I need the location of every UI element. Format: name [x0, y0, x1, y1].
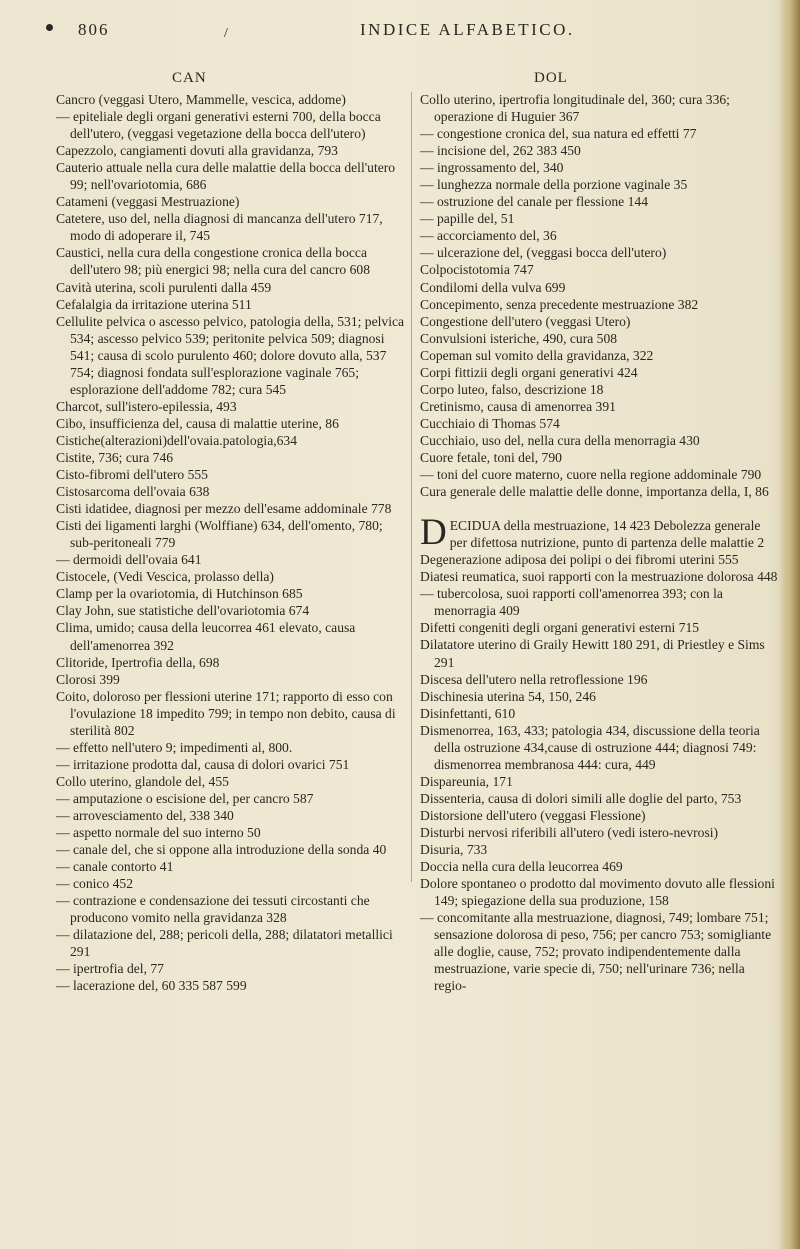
index-entry: Cucchiaio, uso del, nella cura della menorragia 430: [420, 432, 700, 448]
index-entry: Clay John, sue statistiche dell'ovariotomia 674: [56, 603, 310, 619]
page-edge: [778, 0, 800, 1249]
index-entry: — amputazione o escisione del, per cancro 587: [56, 790, 314, 806]
index-entry: Capezzolo, cangiamenti dovuti alla gravidanza, 793: [56, 143, 338, 159]
index-entry: — aspetto normale del suo interno 50: [56, 825, 261, 841]
index-entry: Dissenteria, causa di dolori simili alle doglie del parto, 753: [420, 790, 742, 806]
index-entry: Dismenorrea, 163, 433; patologia 434, discussione della teoria della ostruzione 434,cause di ostruzione 444; diagnosi 749: dismenorrea membranosa 444: cura, 449: [420, 722, 760, 772]
index-entry: — conico 452: [56, 876, 134, 892]
index-entry: Disinfettanti, 610: [420, 705, 516, 721]
index-entry: Cisto-fibromi dell'utero 555: [56, 467, 208, 483]
right-column: [420, 91, 778, 994]
index-entry: — contrazione e condensazione dei tessuti circostanti che producono vomito nella gravidanza 328: [56, 893, 370, 926]
index-entry: — ulcerazione del, (veggasi bocca dell'utero): [420, 245, 667, 261]
index-entry: Corpo luteo, falso, descrizione 18: [420, 381, 604, 397]
index-entry: Clorosi 399: [56, 671, 120, 687]
index-entry: Cefalalgia da irritazione uterina 511: [56, 296, 252, 312]
index-entry: — lunghezza normale della porzione vaginale 35: [420, 177, 688, 193]
index-entry: Catetere, uso del, nella diagnosi di mancanza dell'utero 717, modo di adoperare il, 745: [56, 211, 383, 244]
index-entry: — accorciamento del, 36: [420, 228, 557, 244]
index-entry: Caustici, nella cura della congestione cronica della bocca dell'utero 98; più energici 98; nella cura del cancro 608: [56, 245, 371, 278]
index-entry: — ipertrofia del, 77: [56, 961, 164, 977]
index-entry: Cistite, 736; cura 746: [56, 449, 174, 465]
index-entry: Discesa dell'utero nella retroflessione 196: [420, 671, 648, 687]
index-entry: Dolore spontaneo o prodotto dal movimento dovuto alle flessioni 149; spiegazione della sua produzione, 158: [420, 876, 775, 909]
index-entry: Congestione dell'utero (veggasi Utero): [420, 313, 631, 329]
index-entry: — irritazione prodotta dal, causa di dolori ovarici 751: [56, 756, 350, 772]
drop-cap-letter: D: [420, 512, 447, 554]
index-entry: Coito, doloroso per flessioni uterine 171; rapporto di esso con l'ovulazione 18 impedito 799; in tempo non debito, causa di sterilità 802: [56, 688, 396, 738]
index-entry: Charcot, sull'istero-epilessia, 493: [56, 398, 237, 414]
index-entry: Concepimento, senza precedente mestruazione 382: [420, 296, 699, 312]
index-entry: Cura generale delle malattie delle donne, importanza della, I, 86: [420, 484, 769, 500]
index-entry: Dischinesia uterina 54, 150, 246: [420, 688, 596, 704]
index-entry: Colpocistotomia 747: [420, 262, 534, 278]
index-entry: — concomitante alla mestruazione, diagnosi, 749; lombare 751; sensazione dolorosa di peso, 756; per cancro 753; somigliante alle doglie, cause, 752; provato indipendentemente dalla mestruazione, varie specie di, 750; nell'urinare 736; nella regio-: [420, 910, 772, 994]
index-entry: — papille del, 51: [420, 211, 515, 227]
index-entry: — toni del cuore materno, cuore nella regione addominale 790: [420, 467, 762, 483]
index-entry: Cibo, insufficienza del, causa di malattie uterine, 86: [56, 415, 339, 431]
index-entry: Disuria, 733: [420, 842, 488, 858]
index-entry: — ingrossamento del, 340: [420, 160, 564, 176]
left-column: [56, 91, 408, 994]
index-entry: Cancro (veggasi Utero, Mammelle, vescica, addome): [56, 92, 346, 107]
index-entry: Condilomi della vulva 699: [420, 279, 566, 295]
index-entry: Diatesi reumatica, suoi rapporti con la mestruazione dolorosa 448: [420, 569, 778, 585]
index-entry: Dilatatore uterino di Graily Hewitt 180 291, di Priestley e Sims 291: [420, 637, 765, 670]
index-entry: Doccia nella cura della leucorrea 469: [420, 859, 623, 875]
index-entry: — ostruzione del canale per flessione 144: [420, 194, 648, 210]
index-entry: Distorsione dell'utero (veggasi Flessione): [420, 807, 646, 823]
entry-text: ECIDUA della mestruazione, 14 423: [449, 518, 651, 534]
index-entry: Cucchiaio di Thomas 574: [420, 415, 560, 431]
index-entry: — incisione del, 262 383 450: [420, 143, 581, 159]
index-entry: Cistiche(alterazioni)dell'ovaia.patologia,634: [56, 432, 298, 448]
index-entry: Dispareunia, 171: [420, 773, 513, 789]
index-entry: Cretinismo, causa di amenorrea 391: [420, 398, 616, 414]
index-entry: — canale del, che si oppone alla introduzione della sonda 40: [56, 842, 387, 858]
index-entry: Cellulite pelvica o ascesso pelvico, patologia della, 531; pelvica 534; ascesso pelvico 539; peritonite pelvica 509; diagnosi 541; causa di scolo purulento 460; dolore dovuto alla, 537 754; diagnosi fondata sull'esplorazione vaginale 765; esplorazione dell'addome 782; cura 545: [56, 313, 405, 397]
index-entry: Cistosarcoma dell'ovaia 638: [56, 484, 210, 500]
index-entry: — dilatazione del, 288; pericoli della, 288; dilatatori metallici 291: [56, 927, 393, 960]
index-entry: Cavità uterina, scoli purulenti dalla 459: [56, 279, 272, 295]
page-number: 806: [78, 20, 110, 39]
bullet-mark: [46, 24, 53, 31]
column-divider: [411, 92, 412, 882]
right-column-guideword: DOL: [534, 70, 568, 86]
index-entry: Cisti dei ligamenti larghi (Wolffiane) 634, dell'omento, 780; sub-peritoneali 779: [56, 518, 383, 551]
index-entry: Corpi fittizii degli organi generativi 424: [420, 364, 638, 380]
index-entry: Cuore fetale, toni del, 790: [420, 449, 562, 465]
index-entry: Catameni (veggasi Mestruazione): [56, 194, 240, 210]
left-column-guideword: CAN: [172, 70, 207, 86]
index-entry: Cauterio attuale nella cura delle malattie della bocca dell'utero 99; nell'ovariotomia, 686: [56, 160, 396, 193]
index-entry: Difetti congeniti degli organi generativi esterni 715: [420, 620, 700, 636]
index-entry: — epiteliale degli organi generativi esterni 700, della bocca dell'utero, (veggasi vegetazione della bocca dell'utero): [56, 109, 381, 142]
index-entry: — dermoidi dell'ovaia 641: [56, 552, 202, 568]
index-entry: — canale contorto 41: [56, 859, 174, 875]
index-entry: Disturbi nervosi riferibili all'utero (vedi istero-nevrosi): [420, 824, 719, 840]
page-header: [78, 20, 678, 52]
index-entry: — tubercolosa, suoi rapporti coll'amenorrea 393; con la menorragia 409: [420, 586, 723, 619]
index-entry: — arrovesciamento del, 338 340: [56, 807, 234, 823]
entry-text: Debolezza generale per difettosa nutrizione, punto di partenza delle malattie 2: [449, 518, 765, 551]
index-entry: Clamp per la ovariotomia, di Hutchinson 685: [56, 586, 303, 602]
index-entry: — lacerazione del, 60 335 587 599: [56, 978, 247, 994]
section-gap: [420, 500, 778, 517]
index-entry: Clitoride, Ipertrofia della, 698: [56, 654, 220, 670]
index-entry: Cistocele, (Vedi Vescica, prolasso della): [56, 569, 274, 585]
index-entry: Collo uterino, glandole del, 455: [56, 773, 229, 789]
index-entry: — effetto nell'utero 9; impedimenti al, 800.: [56, 739, 293, 755]
index-entry: Clima, umido; causa della leucorrea 461 elevato, causa dell'amenorrea 392: [56, 620, 356, 653]
index-entry: — congestione cronica del, sua natura ed effetti 77: [420, 126, 697, 142]
index-entry: Degenerazione adiposa dei polipi o dei fibromi uterini 555: [420, 552, 739, 568]
index-entry: Convulsioni isteriche, 490, cura 508: [420, 330, 618, 346]
index-entry: Collo uterino, ipertrofia longitudinale del, 360; cura 336; operazione di Huguier 367: [420, 92, 730, 125]
header-slash: /: [224, 26, 230, 41]
index-entry: Cisti idatidee, diagnosi per mezzo dell'esame addominale 778: [56, 501, 392, 517]
running-title: INDICE ALFABETICO.: [360, 20, 575, 39]
section-d-first-entry: [420, 512, 778, 554]
index-entry: Copeman sul vomito della gravidanza, 322: [420, 347, 654, 363]
